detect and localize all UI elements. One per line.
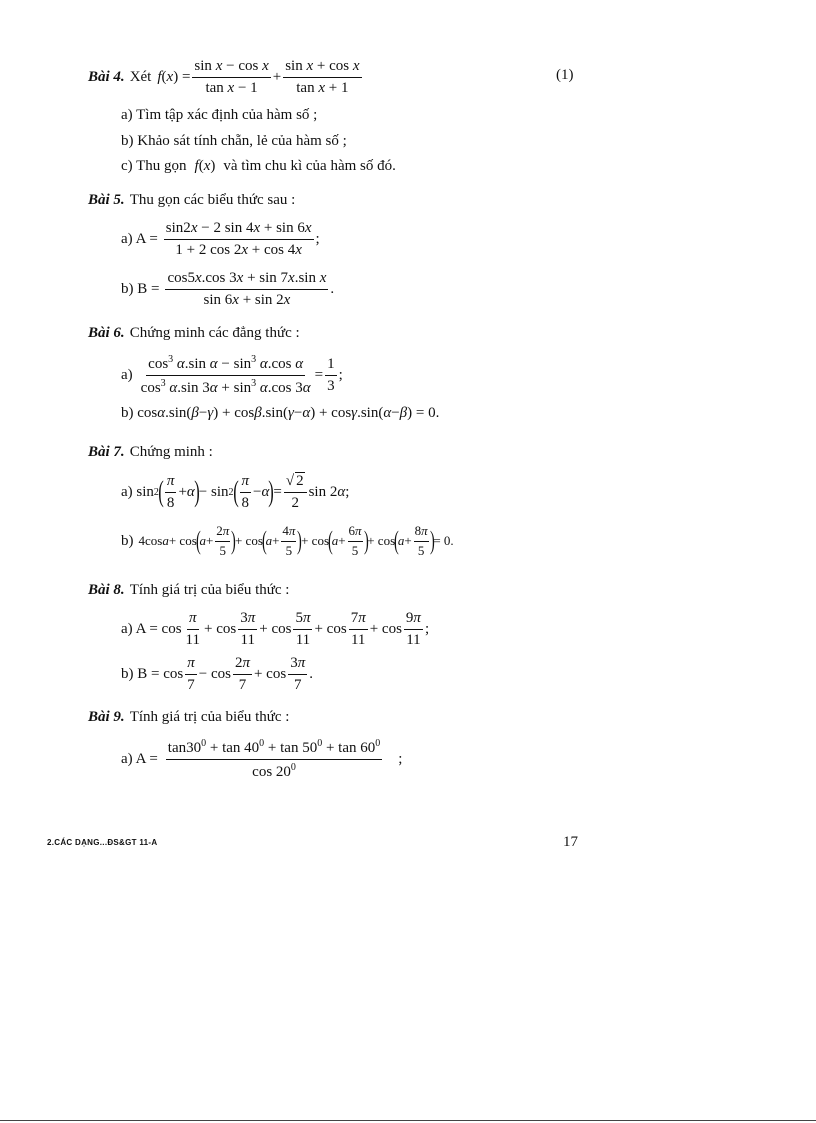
bai7-item-a: a) sin 2 ( $\frac{\pi}{8}$ + α ) − sin 2 ( $\frac{\pi}{8}$ − α ) = $\frac{√ 2}{2}$ sin 2 α ; bbox=[121, 472, 350, 512]
bai4-equation-number: (1) bbox=[556, 67, 574, 83]
bai9-title: Tính giá trị của biểu thức : bbox=[129, 709, 290, 725]
bai6-item-a: a) $\frac{\cos^3 \alpha.\sin \alpha - \sin^3 \alpha.\cos \alpha}{\cos^3 \alpha.\sin 3\alpha + \sin^3 \alpha.\cos 3\alpha}$ = $\frac{1}{3}$ ; bbox=[121, 354, 343, 397]
bai6-label: Bài 6. bbox=[88, 325, 125, 341]
bai6-item-b: b) cos α .sin( β − γ ) + cos β .sin( γ − α ) + cos γ .sin( α − β ) = 0. bbox=[121, 405, 440, 421]
bai9-header bbox=[88, 709, 289, 726]
bai4-intro: Xét bbox=[129, 69, 152, 86]
bai7-item-b: b) 4cos a + cos ( a + $\frac{2\pi}{5}$ ) + cos ( a + $\frac{4\pi}{5}$ ) + cos ( a + $\frac{6\pi}{5}$ ) + cos ( a + $\frac{8\pi}{5}$ ) = 0. bbox=[121, 523, 454, 558]
bai7-header bbox=[88, 444, 213, 461]
bai5-label: Bài 5. bbox=[88, 192, 125, 208]
bai8-item-b: b) B = cos $\frac{\pi}{7}$ − cos $\frac{2\pi}{7}$ + cos $\frac{3\pi}{7}$ . bbox=[121, 655, 313, 694]
bai8-header bbox=[88, 582, 289, 599]
page-bottom-edge bbox=[0, 1120, 816, 1121]
footer-tag: 2.CÁC DẠNG...ĐS&GT 11-A bbox=[47, 838, 158, 847]
bai7-title: Chứng minh : bbox=[129, 444, 213, 460]
bai6-header bbox=[88, 325, 300, 342]
bai4-item-a: a) Tìm tập xác định của hàm số ; bbox=[121, 107, 318, 123]
bai5-item-b: b) B = $\frac{\text{cos5x.cos 3x + sin 7x.sin x}}{\sin 6x + \sin 2x}$ . bbox=[121, 270, 335, 309]
bai4-item-c-pre: c) Thu gọn bbox=[121, 158, 187, 174]
bai5-title: Thu gọn các biểu thức sau : bbox=[129, 192, 296, 208]
bai4-item-c-formula: f(x) bbox=[194, 158, 216, 174]
bai7-label: Bài 7. bbox=[88, 444, 125, 460]
bai4-item-b: b) Khảo sát tính chẵn, lẻ của hàm số ; bbox=[121, 133, 347, 149]
bai4-item-c bbox=[121, 158, 396, 175]
bai9-label: Bài 9. bbox=[88, 709, 125, 725]
bai8-item-a: a) A = cos $\frac{\pi}{11}$ + cos $\frac{3\pi}{11}$ + cos $\frac{5\pi}{11}$ + cos $\frac{7\pi}{11}$ + cos $\frac{9\pi}{11}$ ; bbox=[121, 610, 430, 649]
page-number: 17 bbox=[563, 834, 578, 850]
bai5-header bbox=[88, 192, 295, 209]
bai4-formula: f ( x ) = $\frac{\text{sin x − cos x}}{\text{tan x − 1}}$ + $\frac{\text{sin x + cos x}}{\text{tan x + 1}}$ bbox=[157, 58, 360, 97]
bai6-title: Chứng minh các đẳng thức : bbox=[129, 325, 300, 341]
bai8-title: Tính giá trị của biểu thức : bbox=[129, 582, 290, 598]
bai5-item-a: a) A = $\frac{\sin 2x - 2 \sin 4x + \sin 6x}{1 + 2 \cos 2x + \cos 4x}$ ; bbox=[121, 220, 320, 259]
bai4-label: Bài 4. bbox=[88, 69, 125, 86]
bai8-label: Bài 8. bbox=[88, 582, 125, 598]
bai9-item-a: a) A = $\frac{\tan 30^0 + \tan 40^0 + \tan 50^0 + \tan 60^0}{\cos 20^0}$ ; bbox=[121, 738, 403, 781]
bai4-header bbox=[88, 58, 364, 98]
bai4-item-c-post: và tìm chu kì của hàm số đó. bbox=[223, 158, 396, 174]
